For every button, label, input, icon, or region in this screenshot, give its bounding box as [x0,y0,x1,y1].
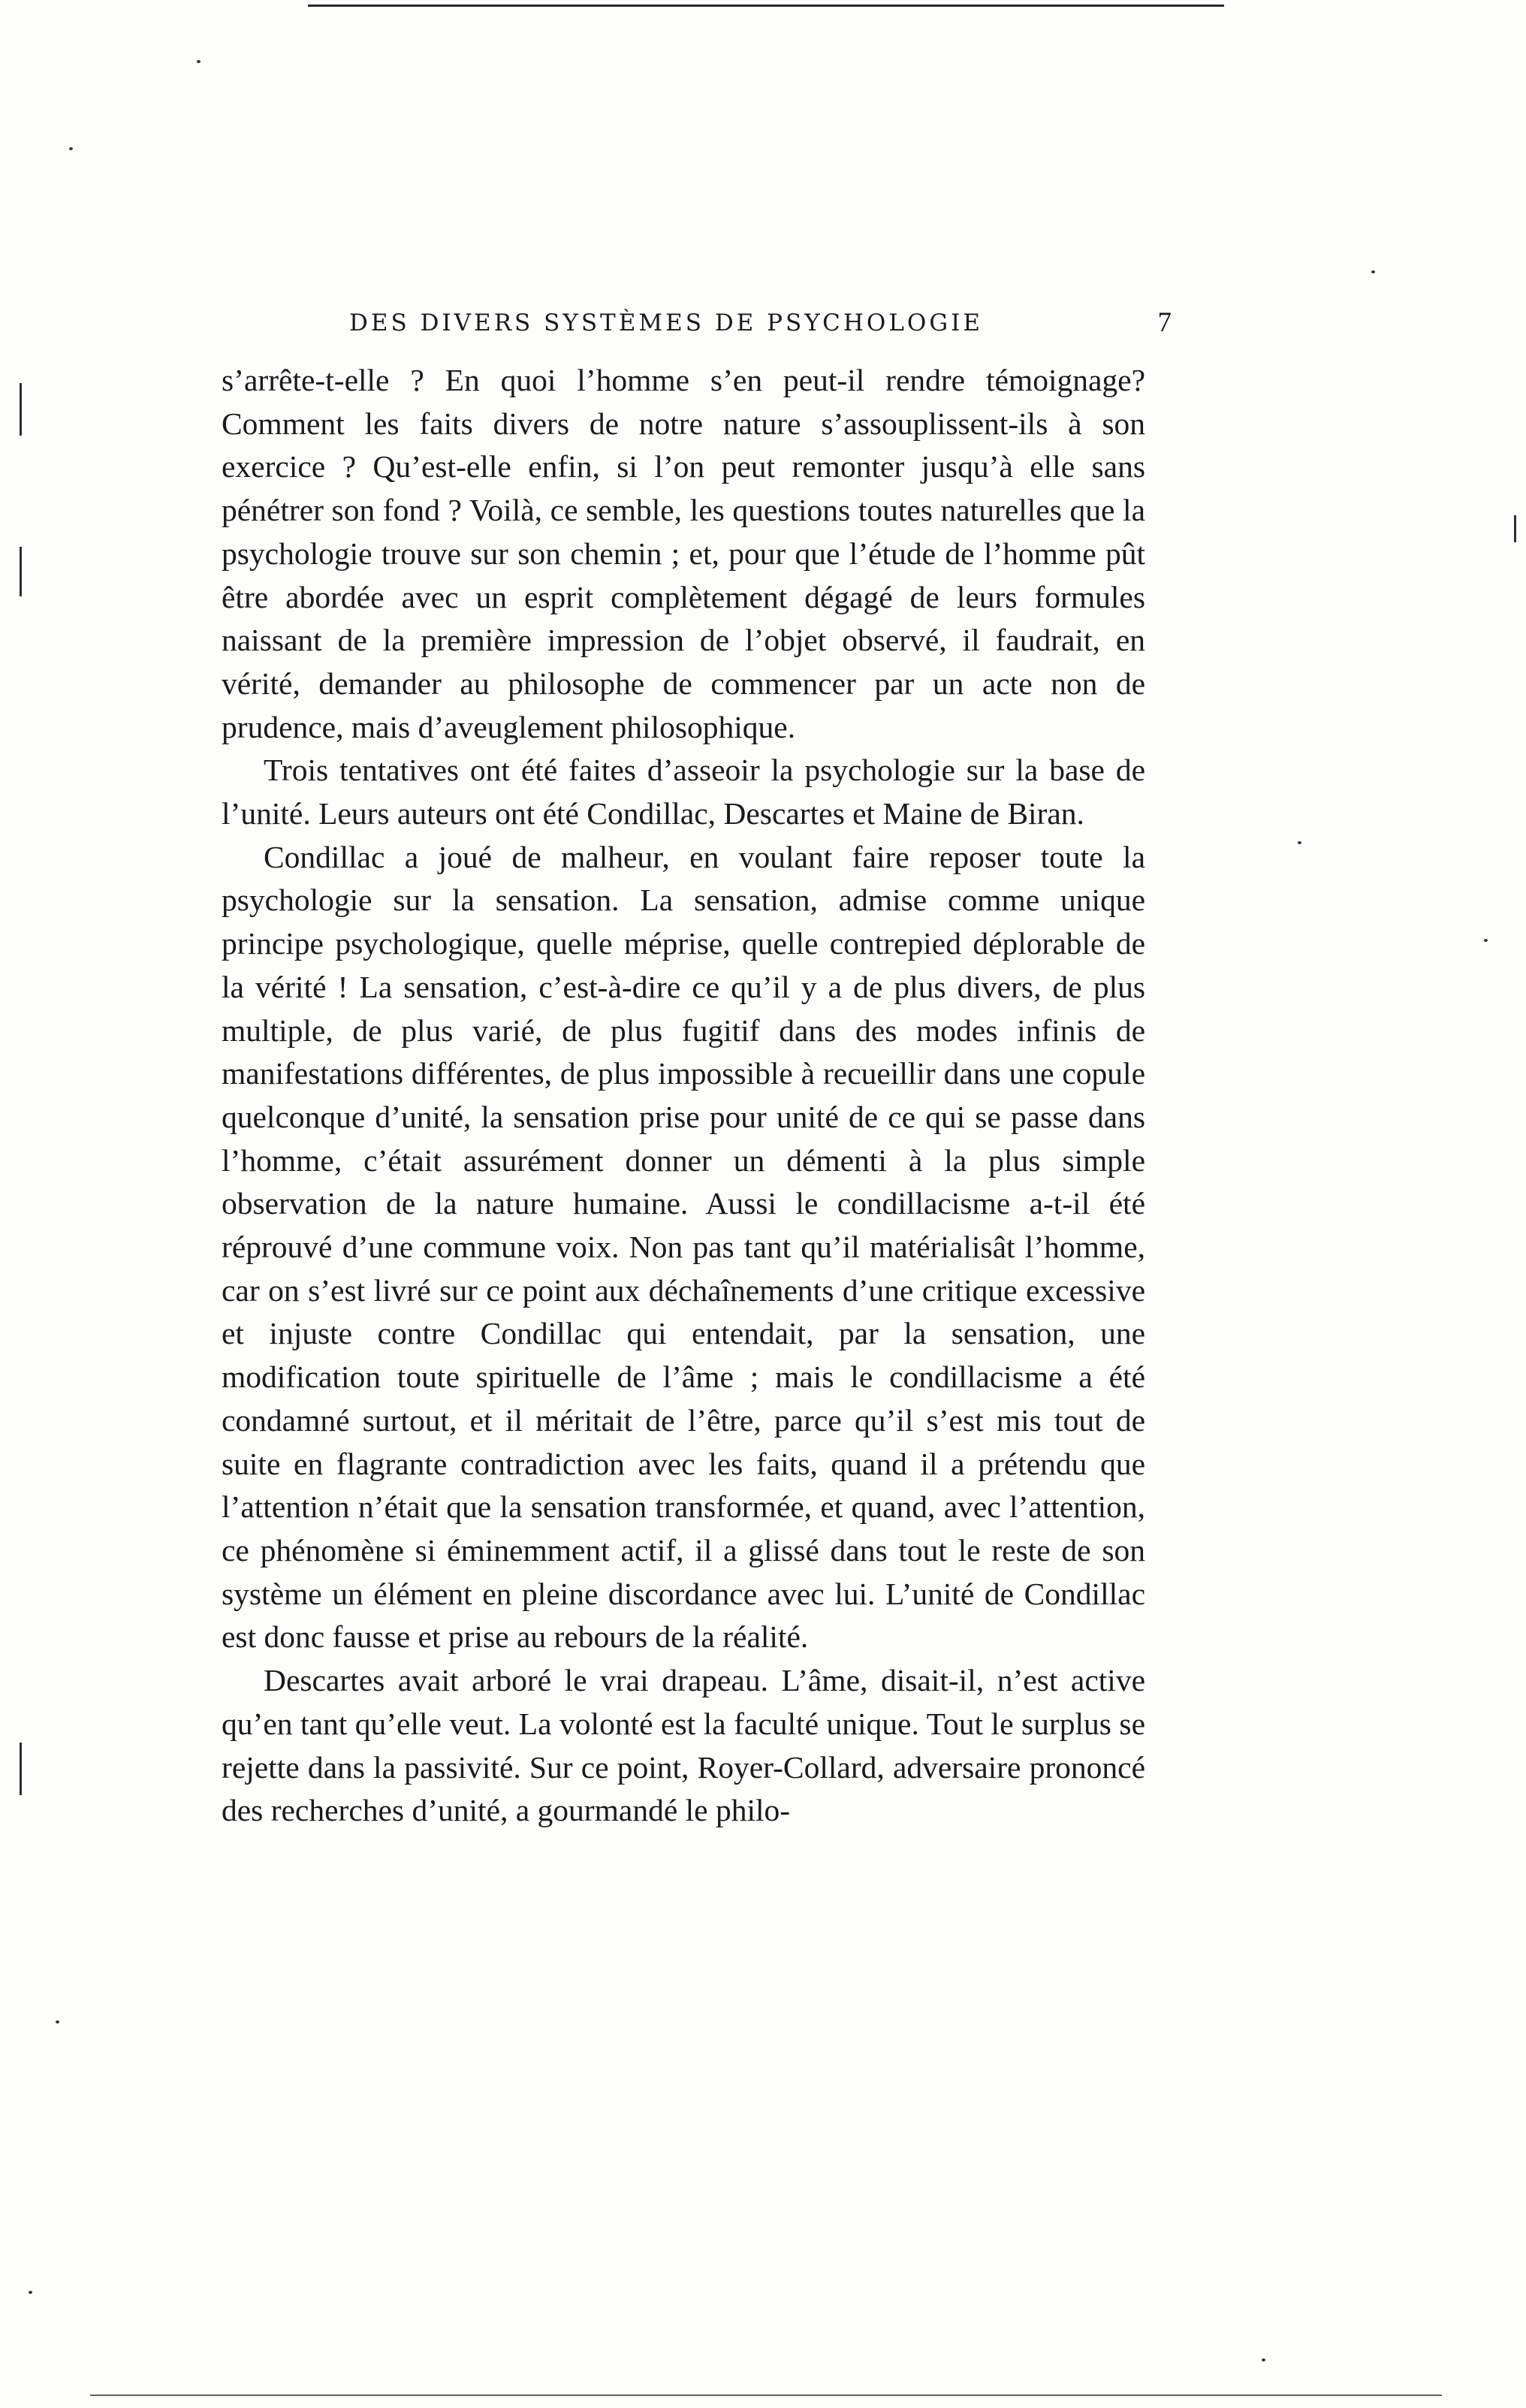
paragraph: Descartes avait arboré le vrai drapeau. L’âme, disait-il, n’est active qu’en tant qu’elle veut. La volonté est la faculté unique. Tout le surplus se rejette dans la passivité. Sur ce point, Royer-Collard, adversaire prononcé des recherches d’unité, a gourmandé le philo- [222,1663,1145,1828]
scan-speck [1262,2358,1265,2361]
scan-speck [197,60,201,63]
top-border-rule [308,5,1224,7]
running-head [222,306,1172,349]
scan-speck [1298,841,1301,844]
body-text [222,359,1145,1833]
scan-speck [1484,939,1488,942]
paragraph: Condillac a joué de malheur, en voulant faire reposer toute la psychologie sur la sensation. La sensation, admise comme unique principe psychologique, quelle méprise, quelle contrepied déplorable de la vérité ! La sensation, c’est-à-dire ce qu’il y a de plus divers, de plus multiple, de plus varié, de plus fugitif dans des modes infinis de manifestations différentes, de plus impossible à recueillir dans une copule quelconque d’unité, la sensation prise pour unité de ce qui se passe dans l’homme, c’était assurément donner un démenti à la plus simple observation de la nature humaine. Aussi le condillacisme a-t-il été réprouvé d’une commune voix. Non pas tant qu’il matérialisât l’homme, car on s’est livré sur ce point aux déchaînements d’une critique excessive et injuste contre Condillac qui entendait, par la sensation, une modification toute spirituelle de l’âme ; mais le condillacisme a été condamné surtout, et il méritait de l’être, parce qu’il s’est mis tout de suite en flagrante contradiction avec les faits, quand il a prétendu que l’attention n’était que la sensation transformée, et quand, avec l’attention, ce phénomène si éminemment actif, il a glissé dans tout le reste de son système un élément en pleine discordance avec lui. L’unité de Condillac est donc fausse et prise au rebours de la réalité. [222,839,1145,1655]
page-number: 7 [1157,307,1172,338]
left-margin-mark [20,547,22,596]
bottom-border-rule [90,2394,1442,2396]
scan-speck [56,2020,59,2023]
running-head-title: DES DIVERS SYSTÈMES DE PSYCHOLOGIE [349,309,983,336]
paragraph: Trois tentatives ont été faites d’asseoir la psychologie sur la base de l’unité. Leurs auteurs ont été Condillac, Descartes et Maine de Biran. [222,753,1145,831]
left-margin-mark [20,1743,22,1795]
paragraph: s’arrête-t-elle ? En quoi l’homme s’en peut-il rendre témoignage? Comment les faits divers de notre nature s’assouplissent-ils à son exercice ? Qu’est-elle enfin, si l’on peut remonter jusqu’à elle sans pénétrer son fond ? Voilà, ce semble, les questions toutes naturelles que la psychologie trouve sur son chemin ; et, pour que l’étude de l’homme pût être abordée avec un esprit complètement dégagé de leurs formules naissant de la première impression de l’objet observé, il faudrait, en vérité, demander au philosophe de commencer par un acte non de prudence, mais d’aveuglement philosophique. [222,363,1145,744]
scan-speck [69,147,73,150]
right-margin-mark [1514,515,1516,542]
scan-speck [1371,270,1375,273]
scan-speck [29,2291,32,2294]
left-margin-mark [20,383,22,436]
